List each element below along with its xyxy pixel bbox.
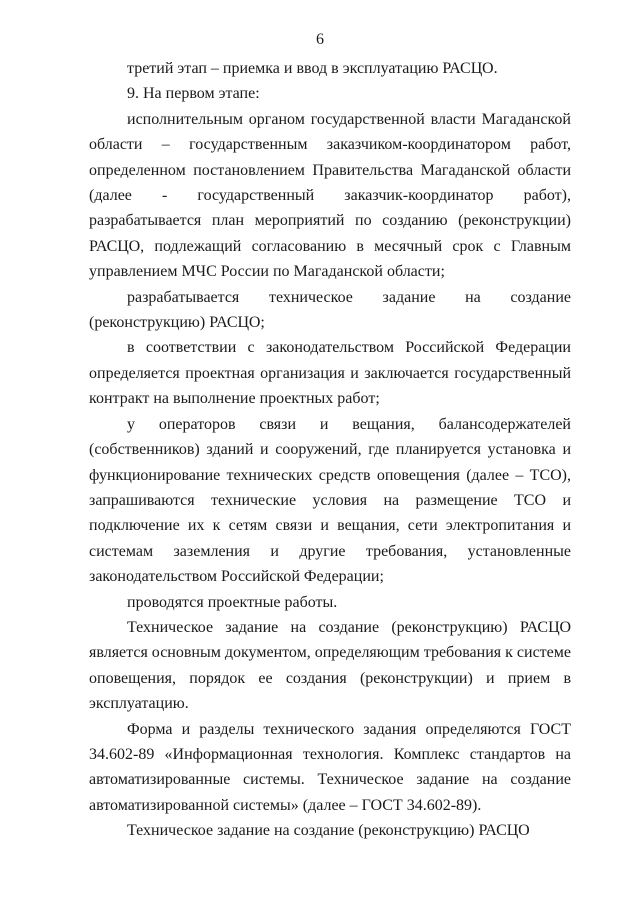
paragraph-gost-form: Форма и разделы технического задания определяются ГОСТ 34.602-89 «Информационная технология. Комплекс стандартов на автоматизированные системы. Техническое задание на создание автоматизированной системы» (далее – ГОСТ 34.602-89).	[89, 720, 571, 814]
paragraph-technical-task-continued: Техническое задание на создание (реконструкцию) РАСЦО	[127, 822, 530, 840]
document-body	[89, 56, 571, 844]
paragraph-stage-three: третий этап – приемка и ввод в эксплуатацию РАСЦО.	[127, 60, 498, 77]
paragraph-executive-body: исполнительным органом государственной власти Магаданской области – государственным заказчиком-координатором работ, определенном постановлением Правительства Магаданской области (далее - государственный заказчик-координатор работ), разрабатывается план мероприятий по созданию (реконструкции) РАСЦО, подлежащий согласованию в месячный срок с Главным управлением МЧС России по Магаданской области;	[89, 110, 571, 281]
paragraph-item-9: 9. На первом этапе:	[127, 85, 260, 103]
page-number: 6	[316, 31, 324, 48]
paragraph-design-organization: в соответствии с законодательством Российской Федерации определяется проектная организация и заключается государственный контракт на выполнение проектных работ;	[89, 339, 571, 408]
paragraph-technical-task-dev: разрабатывается техническое задание на создание (реконструкцию) РАСЦО;	[89, 288, 571, 332]
paragraph-operators-request: у операторов связи и вещания, балансодержателей (собственников) зданий и сооружений, где планируется установка и функционирование технических средств оповещения (далее – ТСО), запрашиваются технические условия на размещение ТСО и подключение их к сетям связи и вещания, сети электропитания и системам заземления и другие требования, установленные законодательством Российской Федерации;	[89, 415, 571, 586]
paragraph-technical-task-main-doc: Техническое задание на создание (реконструкцию) РАСЦО является основным документом, определяющим требования к системе оповещения, порядок ее создания (реконструкции) и прием в эксплуатацию.	[89, 618, 571, 713]
paragraph-design-works: проводятся проектные работы.	[127, 593, 338, 611]
